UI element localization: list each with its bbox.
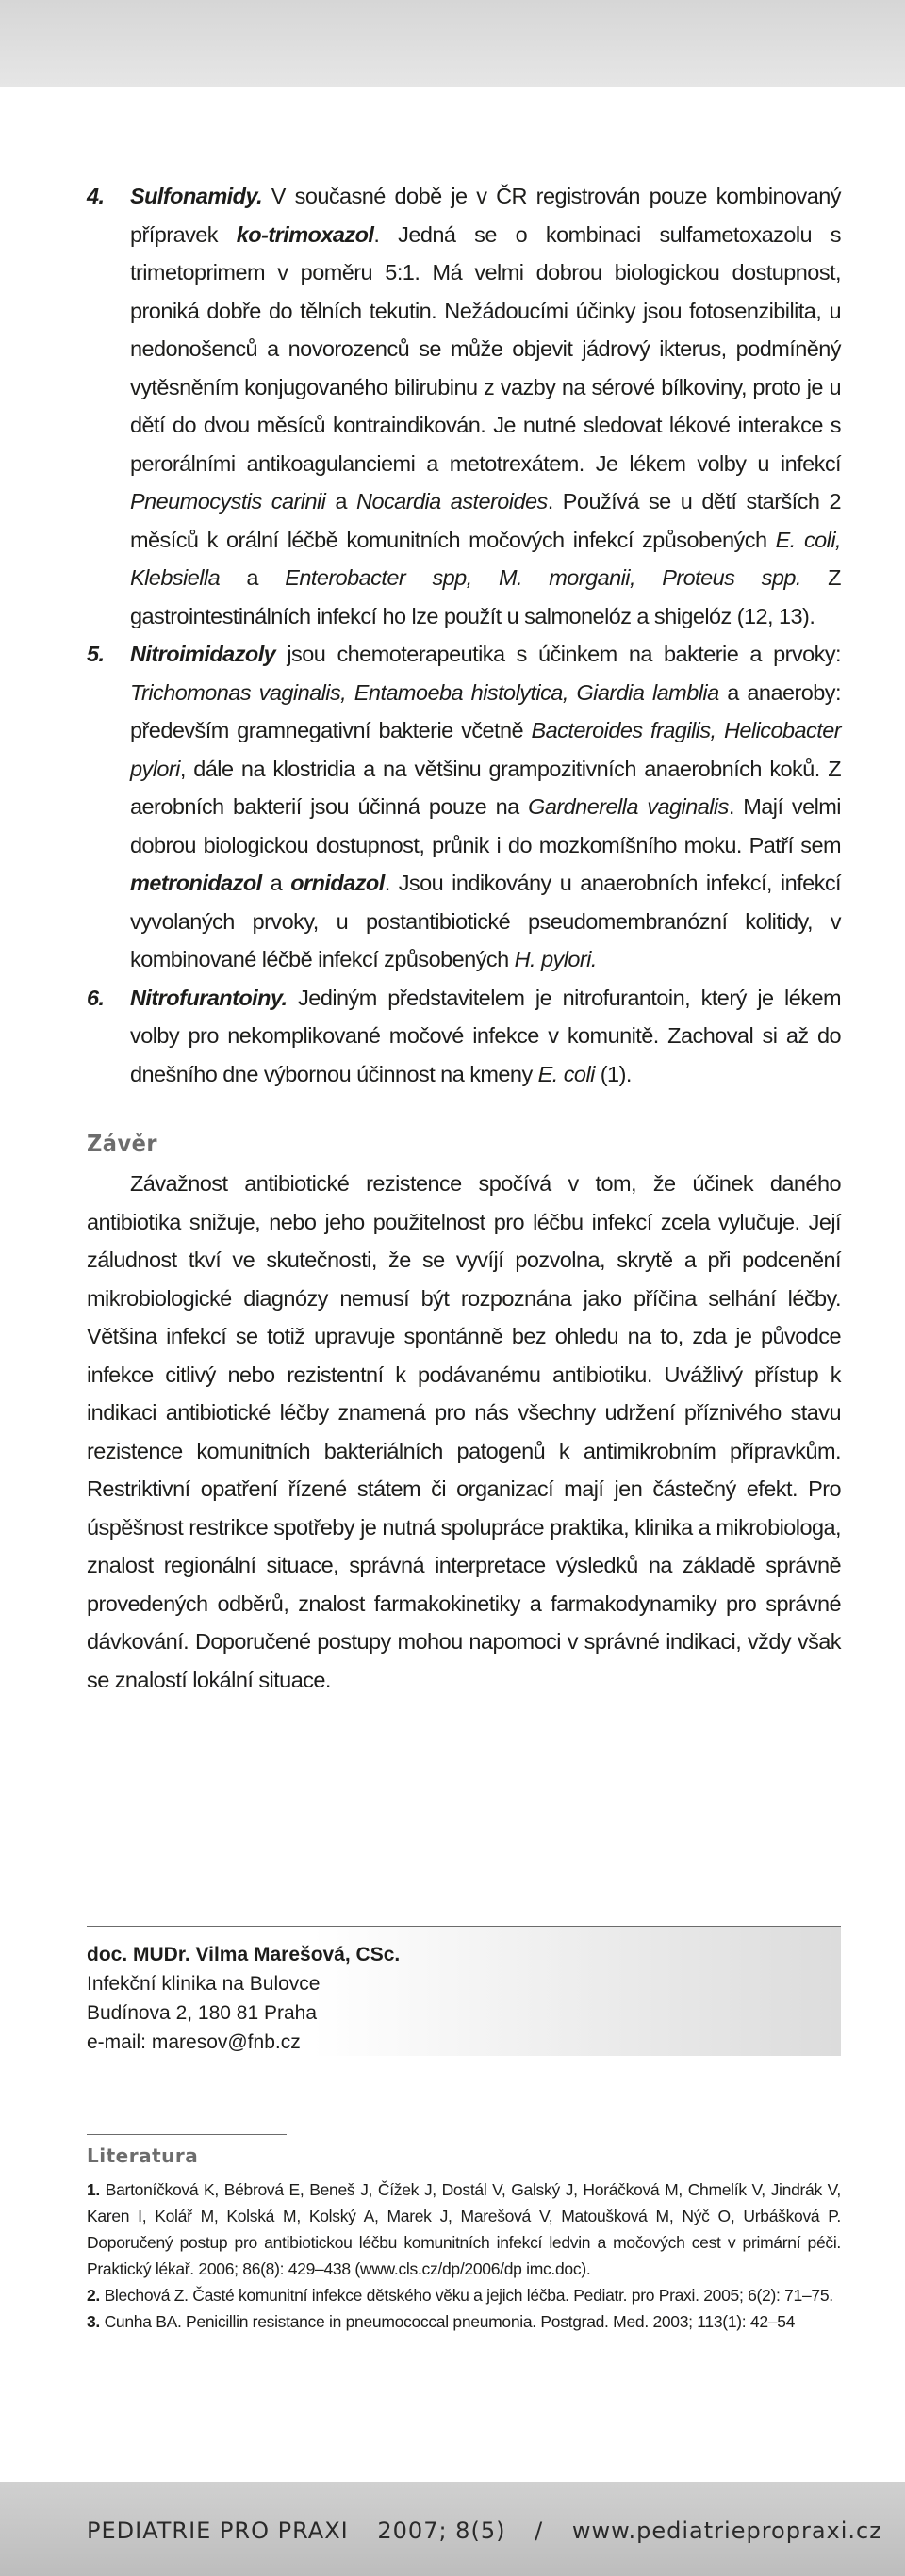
author-block <box>87 1926 841 2056</box>
item-number: 6. <box>87 985 105 1010</box>
keyword: ornidazol <box>290 871 385 895</box>
references-divider <box>87 2134 287 2135</box>
item-text: Sulfonamidy. V současné době je v ČR registrován pouze kombinovaný přípravek ko-trimoxazol. Jedná se o kombinaci sulfametoxazolu s trimetoprimem v poměru 5:1. Má velmi dobrou biologickou dostupnost, proniká dobře do tělních tekutin. Nežádoucími účinky jsou fotosenzibilita, u nedonošenců a novorozenců se může objevit jádrový ikterus, podmíněný vytěsněním konjugovaného bilirubinu z vazby na sérové bílkoviny, proto je u dětí do dvou měsíců kontraindikován. Je nutné sledovat lékové interakce s perorálními antikoagulanciemi a metotrexátem. Je lékem volby u infekcí Pneumocystis carinii a Nocardia asteroides. Používá se u dětí starších 2 měsíců k orální léčbě komunitních močových infekcí způsobených E. coli, Klebsiella a Enterobacter spp, M. morganii, Proteus spp. Z gastrointestinálních infekcí ho lze použít u salmonelóz a shigelóz (12, 13). <box>130 184 841 628</box>
footer-website: www.pediatriepropraxi.cz <box>571 2518 882 2544</box>
keyword: ko-trimoxazol <box>236 221 374 247</box>
item-text: Nitrofurantoiny. Jediným představitelem je nitrofurantoin, který je lékem volby pro nekomplikované močové infekce v komunitě. Zachoval si až do dnešního dne výbornou účinnost na kmeny E. coli (1). <box>130 985 841 1086</box>
latin-term: Gardnerella vaginalis <box>528 794 729 819</box>
keyword: metronidazol <box>130 871 262 895</box>
reference-item: 3. Cunha BA. Penicillin resistance in pneumococcal pneumonia. Postgrad. Med. 2003; 113(1): 42–54 <box>87 2312 796 2331</box>
references-heading: Literatura <box>87 2144 199 2167</box>
latin-term: E. coli, Klebsiella <box>130 527 841 590</box>
list-item <box>87 177 841 635</box>
item-number: 4. <box>87 184 105 208</box>
item-number: 5. <box>87 642 105 666</box>
list-item <box>87 979 841 1094</box>
latin-term: E. coli <box>537 1061 595 1086</box>
keyword: Sulfonamidy. <box>130 184 263 208</box>
article-body <box>87 177 841 1699</box>
page-footer <box>87 2518 882 2544</box>
latin-term: Enterobacter spp, M. morganii, Proteus spp. <box>285 565 801 590</box>
latin-term: Bacteroides fragilis, Helicobacter pylori <box>130 718 841 781</box>
item-text: Nitroimidazoly jsou chemoterapeutika s účinkem na bakterie a prvoky: Trichomonas vaginalis, Entamoeba histolytica, Giardia lamblia a anaeroby: především gramnegativní bakterie včetně Bacteroides fragilis, Helicobacter pylori, dále na klostridia a na většinu grampozitivních anaerobních koků. Z aerobních bakterií jsou účinná pouze na Gardnerella vaginalis. Mají velmi dobrou biologickou dostupnost, průnik i do mozkomíšního moku. Patří sem metronidazol a ornidazol. Jsou indikovány u anaerobních infekcí, infekcí vyvolaných prvoky, u postantibiotické pseudomembranózní kolitidy, v kombinované léčbě infekcí způsobených H. pylori. <box>130 642 841 971</box>
latin-term: Trichomonas vaginalis, Entamoeba histolytica, Giardia lamblia <box>130 679 719 705</box>
conclusion-paragraph: Závažnost antibiotické rezistence spočívá v tom, že účinek daného antibiotika snižuje, nebo jeho použitelnost pro léčbu infekcí zcela vylučuje. Její záludnost tkví ve skutečnosti, že se vyvíjí pozvolna, skrytě a při podcenění mikrobiologické diagnózy nemusí být rozpoznána jako příčina selhání léčby. Většina infekcí se totiž upravuje spontánně bez ohledu na to, zda je původce infekce citlivý nebo rezistentní k podávanému antibiotiku. Uvážlivý přístup k indikaci antibiotické léčby znamená pro nás všechny udržení příznivého stavu rezistence komunitních bakteriálních patogenů k antimikrobním přípravkům. Restriktivní opatření řízené státem či organizací mají jen částečný efekt. Pro úspěšnost restrikce spotřeby je nutná spolupráce praktika, klinika a mikrobiologa, znalost regionální situace, správná interpretace výsledků na základě správně provedených odběrů, znalost farmakokinetiky a farmakodynamiky pro správné dávkování. Doporučené postupy mohou napomoci v správné indikaci, vždy však se znalostí lokální situace. <box>87 1171 841 1692</box>
conclusion-heading: Závěr <box>87 1130 157 1157</box>
latin-term: H. pylori. <box>514 947 597 971</box>
reference-item: 1. Bartoníčková K, Bébrová E, Beneš J, Čížek J, Dostál V, Galský J, Horáčková M, Chmelík V, Jindrák V, Karen I, Kolář M, Kolská M, Kolský A, Marek J, Marešová V, Matoušková M, Nýč O, Urbášková P. Doporučený postup pro antibiotickou léčbu komunitních infekcí ledvin a močových cest v primární péči. Praktický lékař. 2006; 86(8): 429–438 (www.cls.cz/dp/2006/dp imc.doc). <box>87 2180 841 2278</box>
keyword: Nitrofurantoiny. <box>130 985 288 1010</box>
latin-term: Nocardia asteroides <box>356 489 548 514</box>
reference-item: 2. Blechová Z. Časté komunitní infekce dětského věku a jejich léčba. Pediatr. pro Praxi. 2005; 6(2): 71–75. <box>87 2286 833 2305</box>
top-band <box>0 0 905 87</box>
author-name: doc. MUDr. Vilma Marešová, CSc. <box>87 1944 401 1965</box>
list-item <box>87 635 841 979</box>
footer-journal: PEDIATRIE PRO PRAXI <box>87 2518 349 2544</box>
footer-issue: 2007; 8(5) <box>377 2518 506 2544</box>
keyword: Nitroimidazoly <box>130 642 276 666</box>
author-email: e-mail: maresov@fnb.cz <box>87 2031 301 2053</box>
latin-term: Pneumocystis carinii <box>130 489 326 514</box>
references-list <box>87 2177 841 2335</box>
author-institution: Infekční klinika na Bulovce <box>87 1973 321 1995</box>
author-address: Budínova 2, 180 81 Praha <box>87 2002 318 2024</box>
footer-separator: / <box>535 2518 544 2544</box>
